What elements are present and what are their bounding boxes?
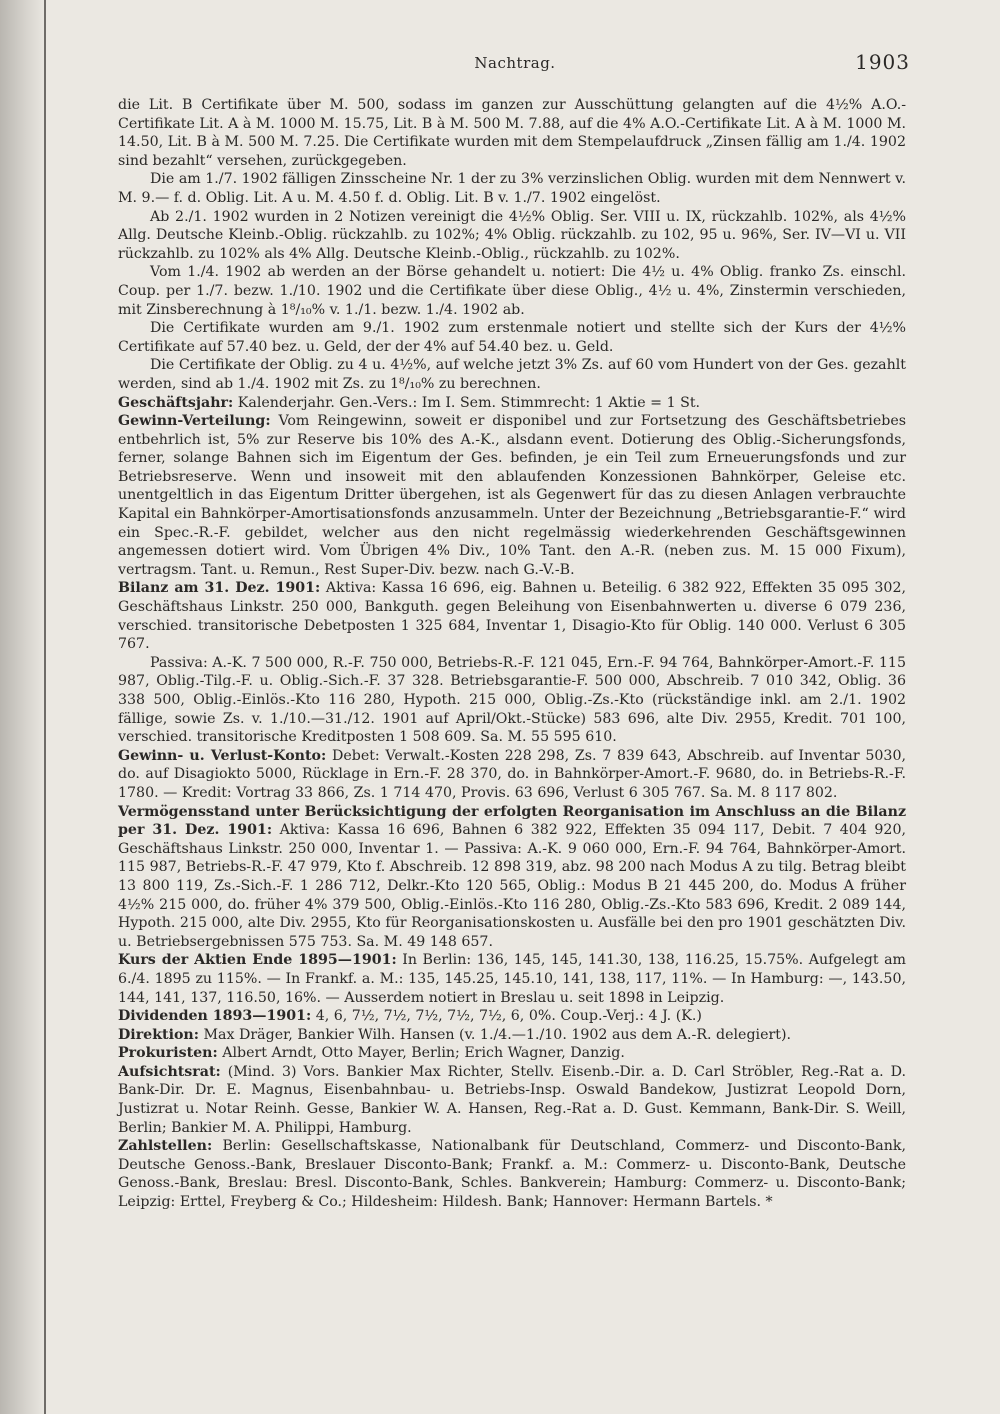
entry-text: Vom Reingewinn, soweit er disponibel und zur Fortsetzung des Geschäftsbetriebes entbehrlich ist, 5% zur Reserve bis 10% des A.-K., alsdann event. Dotierung des Oblig.-Sicherungsfonds, ferner, solange Bahnen sich im Eigentum der Ges. befinden, je ein Teil zum Erneuerungsfonds und zur Betriebsreserve. Wenn und insoweit mit den ablaufenden Konzessionen Bahnkörper, Geleise etc. unentgeltlich in das Eigentum Dritter übergehen, ist als Gegenwert für das zu diesen Anlagen verbrauchte Kapital ein Bahnkörper-Amortisationsfonds anzusammeln. Unter der Bezeichnung „Betriebsgarantie-F.“ wird ein Spec.-R.-F. gebildet, welcher aus den nicht regelmässig wiederkehrenden Geschäftsgewinnen angemessen dotiert wird. Vom Übrigen 4% Div., 10% Tant. den A.-R. (neben zus. M. 15 000 Fixum), vertragsm. Tant. u. Remun., Rest Super-Div. bezw. nach G.-V.-B. xyxy=(118,413,906,578)
running-head: Nachtrag. xyxy=(474,54,556,72)
entry-vermoegensstand xyxy=(118,803,906,952)
paragraph: die Lit. B Certifikate über M. 500, sodass im ganzen zur Ausschüttung gelangten auf die 4½% A.O.-Certifikate Lit. A à M. 1000 M. 15.75, Lit. B à M. 500 M. 7.88, auf die 4% A.O.-Certifikate Lit. A à M. 1000 M. 14.50, Lit. B à M. 500 M. 7.25. Die Certifikate wurden mit dem Stempelaufdruck „Zinsen fällig am 1./4. 1902 sind bezahlt“ versehen, zurückgegeben. xyxy=(118,97,906,169)
entry-dividenden xyxy=(118,1007,906,1026)
entry-text: Berlin: Gesellschaftskasse, Nationalbank für Deutschland, Commerz- und Disconto-Bank, Deutsche Genoss.-Bank, Breslauer Disconto-Bank; Frankf. a. M.: Commerz- u. Disconto-Bank, Deutsche Genoss.-Bank, Breslau: Bresl. Disconto-Bank, Schles. Bankverein; Hamburg: Commerz- u. Disconto-Bank; Leipzig: Erttel, Freyberg & Co.; Hildesheim: Hildesh. Bank; Hannover: Hermann Bartels. * xyxy=(118,1138,907,1211)
page-header xyxy=(120,50,910,80)
entry-text: Aktiva: Kassa 16 696, eig. Bahnen u. Beteilig. 6 382 922, Effekten 35 095 302, Geschäftshaus Linkstr. 250 000, Bankguth. gegen Beleihung von Eisenbahnwerten u. diverse 6 079 236, verschied. transitorische Debetposten 1 325 684, Inventar 1, Disagio-Kto für Oblig. 140 000. Verlust 6 305 767. xyxy=(118,580,906,653)
entry-head: Geschäftsjahr: xyxy=(118,394,234,411)
paragraph: Ab 2./1. 1902 wurden in 2 Notizen vereinigt die 4½% Oblig. Ser. VIII u. IX, rückzahlb. 102%, als 4½% Allg. Deutsche Kleinb.-Oblig. rückzahlb. zu 102%; 4% Oblig. rückzahlb. zu 102, 95 u. 96%, Ser. IV—VI u. VII rückzahlb. zu 102% als 4% Allg. Deutsche Kleinb.-Oblig., rückzahlb. zu 102%. xyxy=(118,208,906,262)
entry-head: Vermögensstand unter Berücksichtigung der erfolgten Reorganisation im Anschluss an die Bilanz per 31. Dez. 1901: xyxy=(118,803,906,839)
page-number: 1903 xyxy=(855,50,910,74)
entry-zahlstellen xyxy=(118,1137,906,1211)
page-body xyxy=(118,96,906,1212)
entry-text: In Berlin: 136, 145, 145, 141.30, 138, 116.25, 15.75%. Aufgelegt am 6./4. 1895 zu 115%. — In Frankf. a. M.: 135, 145.25, 145.10, 141, 138, 117, 11%. — In Hamburg: —, 143.50, 144, 141, 137, 116.50, 16%. — Ausserdem notiert in Breslau u. seit 1898 in Leipzig. xyxy=(118,952,906,1006)
entry-geschaeftsjahr xyxy=(118,394,906,413)
entry-text: Albert Arndt, Otto Mayer, Berlin; Erich Wagner, Danzig. xyxy=(222,1045,625,1062)
entry-passiva xyxy=(118,654,906,747)
scan-page-edge xyxy=(0,0,46,1414)
paragraph: Die Certifikate der Oblig. zu 4 u. 4½%, auf welche jetzt 3% Zs. auf 60 vom Hundert von der Ges. gezahlt werden, sind ab 1./4. 1902 mit Zs. zu 1⁸/₁₀% zu berechnen. xyxy=(118,357,906,392)
paragraph: Die Certifikate wurden am 9./1. 1902 zum erstenmale notiert und stellte sich der Kurs der 4½% Certifikate auf 57.40 bez. u. Geld, der der 4% auf 54.40 bez. u. Geld. xyxy=(118,320,906,355)
entry-head: Dividenden 1893—1901: xyxy=(118,1008,312,1025)
paragraph: Die am 1./7. 1902 fälligen Zinsscheine Nr. 1 der zu 3% verzinslichen Oblig. wurden mit dem Nennwert v. M. 9.— f. d. Oblig. Lit. A u. M. 4.50 f. d. Oblig. Lit. B v. 1./7. 1902 eingelöst. xyxy=(118,171,906,206)
entry-head: Aufsichtsrat: xyxy=(118,1063,221,1080)
entry-aufsichtsrat xyxy=(118,1063,906,1137)
entry-head: Direktion: xyxy=(118,1026,199,1043)
paragraph: Vom 1./4. 1902 ab werden an der Börse gehandelt u. notiert: Die 4½ u. 4% Oblig. franko Zs. einschl. Coup. per 1./7. bezw. 1./10. 1902 und die Certifikate über diese Oblig., 4½ u. 4%, Zinstermin verschieden, mit Zinsberechnung à 1⁸/₁₀% v. 1./1. bezw. 1./4. 1902 ab. xyxy=(118,264,906,318)
entry-gewinn-verteilung xyxy=(118,412,906,579)
entry-text: Aktiva: Kassa 16 696, Bahnen 6 382 922, Effekten 35 094 117, Debit. 7 404 920, Geschäftshaus Linkstr. 250 000, Inventar 1. — Passiva: A.-K. 9 060 000, Ern.-F. 94 764, Bahnkörper-Amort. 115 987, Betriebs-R.-F. 47 979, Kto f. Abschreib. 12 898 319, abz. 98 200 nach Modus A zu tilg. Betrag bleibt 13 800 119, Zs.-Sich.-F. 1 286 712, Delkr.-Kto 120 565, Oblig.: Modus B 21 445 200, do. Modus A früher 4½% 215 000, do. früher 4% 379 500, Oblig.-Einlös.-Kto 116 280, Oblig.-Zs.-Kto 583 696, Kredit. 2 089 144, Hypoth. 215 000, alte Div. 2955, Kto für Reorganisationskosten u. Ausfälle bei den pro 1901 geschätzten Div. u. Betriebsergebnissen 575 753. Sa. M. 49 148 657. xyxy=(118,822,906,950)
entry-text: 4, 6, 7½, 7½, 7½, 7½, 7½, 6, 0%. Coup.-Verj.: 4 J. (K.) xyxy=(315,1008,702,1025)
entry-text: Max Dräger, Bankier Wilh. Hansen (v. 1./4.—1./10. 1902 aus dem A.-R. delegiert). xyxy=(203,1026,791,1043)
entry-text: (Mind. 3) Vors. Bankier Max Richter, Stellv. Eisenb.-Dir. a. D. Carl Ströbler, Reg.-Rat a. D. Bank-Dir. Dr. E. Magnus, Eisenbahnbau- u. Betriebs-Insp. Oswald Bandekow, Justizrat Leopold Dorn, Justizrat u. Notar Reinh. Gesse, Bankier W. A. Hansen, Reg.-Rat a. D. Gust. Kemmann, Bank-Dir. S. Weill, Berlin; Bankier M. A. Philippi, Hamburg. xyxy=(118,1063,906,1136)
entry-text: Kalenderjahr. Gen.-Vers.: Im I. Sem. Stimmrecht: 1 Aktie = 1 St. xyxy=(237,394,701,411)
entry-head: Kurs der Aktien Ende 1895—1901: xyxy=(118,952,397,969)
scan-binding-line xyxy=(44,0,46,1414)
entry-head: Gewinn- u. Verlust-Konto: xyxy=(118,747,327,764)
entry-head: Zahlstellen: xyxy=(118,1138,213,1155)
entry-gewinn-verlust xyxy=(118,747,906,803)
entry-head: Bilanz am 31. Dez. 1901: xyxy=(118,580,321,597)
entry-bilanz xyxy=(118,579,906,653)
entry-head: Prokuristen: xyxy=(118,1045,218,1062)
entry-text: Passiva: A.-K. 7 500 000, R.-F. 750 000, Betriebs-R.-F. 121 045, Ern.-F. 94 764, Bahnkörper-Amort.-F. 115 987, Oblig.-Tilg.-F. u. Oblig.-Sich.-F. 37 328. Betriebsgarantie-F. 500 000, Abschreib. 7 010 342, Oblig. 36 338 500, Oblig.-Einlös.-Kto 116 280, Hypoth. 215 000, Oblig.-Zs.-Kto (rückständige inkl. am 2./1. 1902 fällige, sowie Zs. v. 1./10.—31./12. 1901 auf April/Okt.-Stücke) 583 696, alte Div. 2955, Kredit. 701 100, verschied. transitorische Kreditposten 1 508 609. Sa. M. 55 595 610. xyxy=(118,654,906,746)
entry-kurs xyxy=(118,951,906,1007)
entry-text: Debet: Verwalt.-Kosten 228 298, Zs. 7 839 643, Abschreib. auf Inventar 5030, do. auf Disagiokto 5000, Rücklage in Ern.-F. 28 370, do. in Bahnkörper-Amort.-F. 9680, do. in Betriebs-R.-F. 1780. — Kredit: Vortrag 33 866, Zs. 1 714 470, Provis. 63 696, Verlust 6 305 767. Sa. M. 8 117 802. xyxy=(118,747,906,801)
entry-head: Gewinn-Verteilung: xyxy=(118,413,271,430)
entry-direktion xyxy=(118,1026,906,1045)
entry-prokuristen xyxy=(118,1044,906,1063)
